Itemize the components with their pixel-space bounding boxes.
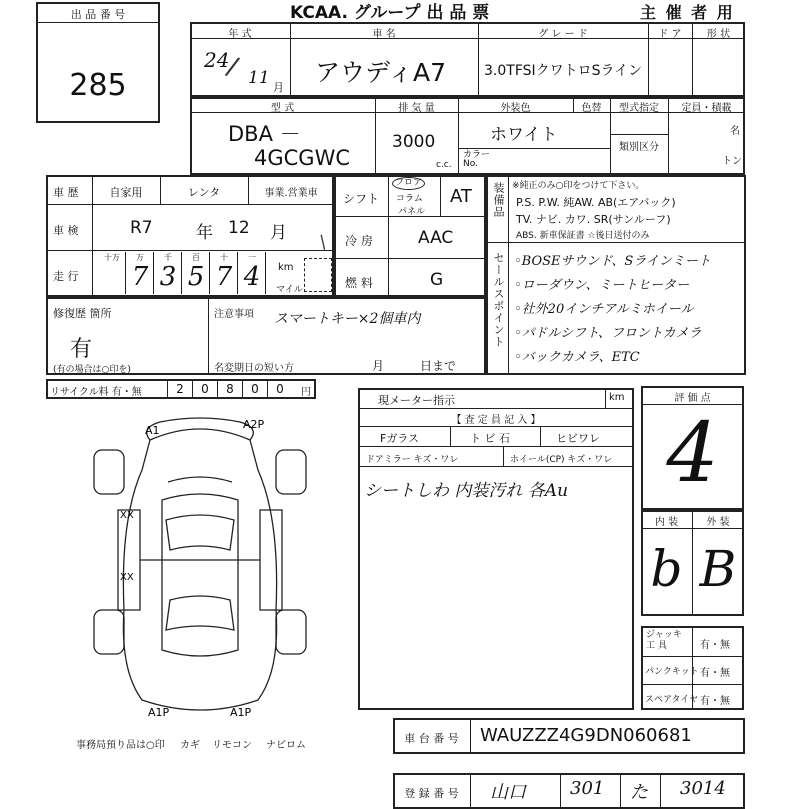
equipment-row-3: ABS. 新車保証書 ☆後日送付のみ — [516, 231, 650, 241]
recycle-label: リサイクル料 有・無 — [50, 387, 142, 398]
mileage-digit-cell — [182, 252, 210, 294]
year-value: 24 — [204, 48, 230, 72]
navi-rom-item: ナビロム — [266, 740, 306, 751]
damage-mark-front-left: A1 — [145, 424, 160, 437]
car-name-value: アウディA7 — [315, 58, 447, 87]
registration-number-label: 登 録 番 号 — [404, 787, 459, 800]
inspection-label: 車 検 — [53, 224, 79, 237]
inspection-month-unit: 月 — [270, 223, 287, 243]
capacity-label: 定員・積載 — [681, 103, 732, 114]
capacity-person-unit: 名 — [730, 126, 740, 137]
registration-area: 山口 — [490, 782, 526, 803]
damage-mark-door-front: XX — [120, 510, 134, 521]
sales-point-item: ◦BOSEサウンド、Sラインミート — [514, 254, 711, 269]
recycle-digit: 0 — [267, 379, 292, 399]
mileage-digit-cell — [154, 252, 182, 294]
shift-option-floor: フロア — [392, 177, 425, 190]
recycle-digit: 0 — [242, 379, 267, 399]
mileage-place-label: 一 — [248, 253, 256, 262]
overall-score-label: 評 価 点 — [674, 393, 711, 404]
interior-label: 内 装 — [654, 517, 679, 528]
color-no-label: カラーNo. — [463, 150, 491, 169]
ac-label: 冷 房 — [345, 234, 373, 248]
chassis-number-value: WAUZZZ4G9DN060681 — [480, 725, 692, 746]
recycle-digit: 8 — [217, 379, 242, 399]
interior-score-value: b — [650, 540, 683, 598]
damage-mark-front-right: A2P — [243, 418, 265, 431]
equipment-side-label: 装備品 — [492, 182, 505, 218]
puncture-kit-label: パンクキット — [645, 667, 699, 677]
meter-label: 現メーター指示 — [378, 394, 455, 407]
inspection-month: 12 — [228, 218, 250, 238]
model-value-2: 4GCGWC — [254, 146, 350, 170]
inspector-comment: シートしわ 内装汚れ 各Au — [364, 481, 569, 501]
sales-point-item: ◦バックカメラ、ETC — [514, 350, 640, 365]
registration-class-number: 301 — [570, 778, 605, 799]
displacement-label: 排 気 量 — [398, 103, 435, 114]
meter-unit: km — [609, 392, 625, 403]
mileage-digit-cell — [210, 252, 238, 294]
mileage-digit: 4 — [243, 262, 261, 292]
front-glass-crack-option: ヒビワレ — [556, 432, 600, 445]
repair-history-label: 修復歴 箇所 — [53, 307, 112, 320]
mileage-digit: 5 — [187, 262, 205, 292]
damage-mark-rear-left: A1P — [148, 706, 170, 719]
lot-label: 出 品 番 号 — [70, 8, 126, 21]
rename-month-unit: 月 — [372, 359, 385, 373]
door-label: ド ア — [658, 29, 682, 40]
mileage-place-label: 万 — [136, 253, 144, 262]
mileage-digit: 7 — [215, 262, 233, 292]
organizer-label: 主 催 者 用 — [640, 3, 735, 22]
sales-point-item: ◦社外20インチアルミホイール — [514, 302, 694, 317]
auction-sheet: 出 品 番 号 285 KCAA. グループ 出 品 票 主 催 者 用 年 式 車 名 グ レ ー ド ド ア 形 状 24 / 11 月 アウディA7 3.0TFSIクワトロSライン 型 式 排 気 量 外装色 色替 型式指定 定員・積載 類別区分 名 トン DBA － 4GCGWC 3000 c.c. ホワイト カラーNo. 車 歴 自家用 レンタ 事業.営業車 車 検 R7 年 12 月 / 走 行 十万 万 7 千 3 百 5 十 7 一 4 km マイル シフト フロア コラム パネル AT 冷 房 AAC 燃 料 G 装備品 ※純正のみ○印をつけて下さい。 P.S. P.W. 純AW. AB(エアバック) TV. ナビ. カワ. SR(サンルーフ) ABS. 新車保証書 ☆後日送付のみ セールスポイント ◦BOSEサウンド、Sラインミート ◦ローダウン、ミートヒーター ◦社外20インチアルミホイール ◦パドルシフト、フロントカメラ ◦バックカメラ、ETC 修復歴 箇所 有 (有の場合は○印を) 注意事項 スマートキー×2個車内 名変期日の短い方 月 日まで リサイクル料 有・無 2 0 8 0 0 円 A1 A2P XX XX A1P A1P 事務局預り品は○印 カギ リモコン ナビロム 現メーター指示 km 【 査 定 員 記 入 】 Fガラス ト ビ 石 ヒビワレ ドアミラー キズ・ワレ ホイール(CP) キズ・ワレ シートしわ 内装汚れ 各Au 評 価 点 4 内 装 外 装 b B ジャッキ 工 具 有・無 パンクキット 有・無 スペアタイヤ 有・無 車 台 番 号 WAUZZZ4G9DN060681 登 録 番 号 山口 301 た 3014 — [0, 0, 800, 800]
rental-option: レンタ — [187, 186, 221, 199]
door-mirror-label: ドアミラー キズ・ワレ — [366, 455, 459, 465]
mileage-label: 走 行 — [53, 270, 79, 283]
front-glass-label: Fガラス — [380, 432, 419, 445]
business-option: 事業.営業車 — [264, 188, 318, 199]
car-damage-diagram — [80, 410, 320, 730]
exterior-color-label: 外装色 — [500, 103, 531, 114]
mileage-place-label: 千 — [164, 253, 172, 262]
sales-point-item: ◦ローダウン、ミートヒーター — [514, 278, 690, 293]
registration-number: 3014 — [680, 778, 726, 799]
damage-mark-rear-right: A1P — [230, 706, 252, 719]
inspector-label: 【 査 定 員 記 入 】 — [451, 415, 541, 426]
shift-label: シフト — [343, 192, 380, 206]
displacement-unit: c.c. — [436, 160, 452, 170]
caution-label: 注意事項 — [214, 309, 254, 320]
mileage-place-label: 百 — [192, 253, 200, 262]
fuel-value: G — [430, 270, 444, 290]
rename-day-unit: 日まで — [420, 359, 457, 373]
spare-tire-yes-no: 有・無 — [700, 696, 730, 707]
recycle-digit: 0 — [192, 379, 217, 399]
mileage-digit-cell — [238, 252, 266, 294]
year-label: 年 式 — [228, 29, 252, 40]
car-name-label: 車 名 — [372, 29, 396, 40]
mileage-digit: 3 — [159, 262, 177, 292]
jack-tools-label: ジャッキ 工 具 — [646, 630, 682, 651]
month-value: 11 — [248, 68, 270, 88]
spare-tire-label: スペアタイヤ — [645, 695, 699, 705]
equipment-note: ※純正のみ○印をつけて下さい。 — [512, 181, 645, 191]
shift-option-column: コラム — [396, 194, 423, 204]
overall-score-value: 4 — [666, 406, 719, 501]
equipment-row-2: TV. ナビ. カワ. SR(サンルーフ) — [516, 213, 671, 226]
key-item: カギ — [180, 740, 200, 751]
displacement-value: 3000 — [392, 132, 436, 152]
auction-brand: KCAA. グループ 出 品 票 — [290, 3, 490, 23]
month-unit: 月 — [273, 81, 284, 94]
shape-label: 形 状 — [706, 29, 731, 40]
shift-option-panel: パネル — [398, 207, 426, 217]
mileage-place-label: 十万 — [104, 253, 120, 262]
sales-point-item: ◦パドルシフト、フロントカメラ — [514, 326, 702, 341]
type-designation-label: 型式指定 — [619, 103, 659, 114]
jack-tools-yes-no: 有・無 — [700, 640, 730, 651]
private-use-option: 自家用 — [109, 186, 143, 199]
mileage-place-label: 十 — [220, 253, 228, 262]
color-change-label: 色替 — [581, 103, 602, 114]
ac-value: AAC — [418, 228, 454, 248]
history-label: 車 歴 — [53, 186, 79, 199]
wheel-label: ホイール(CP) キズ・ワレ — [510, 455, 613, 465]
mile-label: マイル — [276, 285, 303, 295]
shift-value: AT — [450, 186, 472, 207]
grade-label: グ レ ー ド — [538, 29, 588, 40]
rename-deadline-label: 名変期日の短い方 — [214, 363, 294, 374]
exterior-label: 外 装 — [706, 517, 730, 528]
model-value-1: DBA － — [228, 122, 301, 146]
damage-mark-door-rear: XX — [120, 572, 134, 583]
inspection-year-unit: 年 — [196, 223, 213, 243]
recycle-digit: 2 — [167, 379, 192, 399]
front-glass-chip-option: ト ビ 石 — [470, 432, 510, 445]
caution-value: スマートキー×2個車内 — [274, 311, 421, 327]
remote-item: リモコン — [212, 740, 252, 751]
office-items-label: 事務局預り品は○印 — [76, 740, 165, 751]
exterior-score-value: B — [699, 540, 737, 598]
grade-value: 3.0TFSIクワトロSライン — [484, 63, 643, 79]
mileage-digit: 7 — [131, 262, 149, 292]
mileage-digit-cell — [126, 252, 154, 294]
registration-kana: た — [630, 782, 648, 803]
exterior-color-value: ホワイト — [490, 125, 558, 145]
repair-history-note: (有の場合は○印を) — [53, 365, 131, 375]
category-label: 類別区分 — [619, 142, 659, 153]
puncture-kit-yes-no: 有・無 — [700, 668, 730, 679]
equipment-row-1: P.S. P.W. 純AW. AB(エアバック) — [516, 196, 676, 209]
capacity-ton-unit: トン — [722, 156, 742, 167]
sales-points-side-label: セールスポイント — [492, 252, 505, 348]
inspection-era: R7 — [130, 218, 153, 238]
km-label: km — [278, 262, 294, 273]
fuel-label: 燃 料 — [345, 276, 373, 290]
mileage-digit-cell — [98, 252, 126, 294]
chassis-number-label: 車 台 番 号 — [404, 732, 459, 745]
recycle-unit: 円 — [301, 387, 311, 398]
model-label: 型 式 — [270, 103, 295, 114]
lot-number: 285 — [69, 68, 127, 103]
repair-history-value: 有 — [70, 337, 93, 362]
